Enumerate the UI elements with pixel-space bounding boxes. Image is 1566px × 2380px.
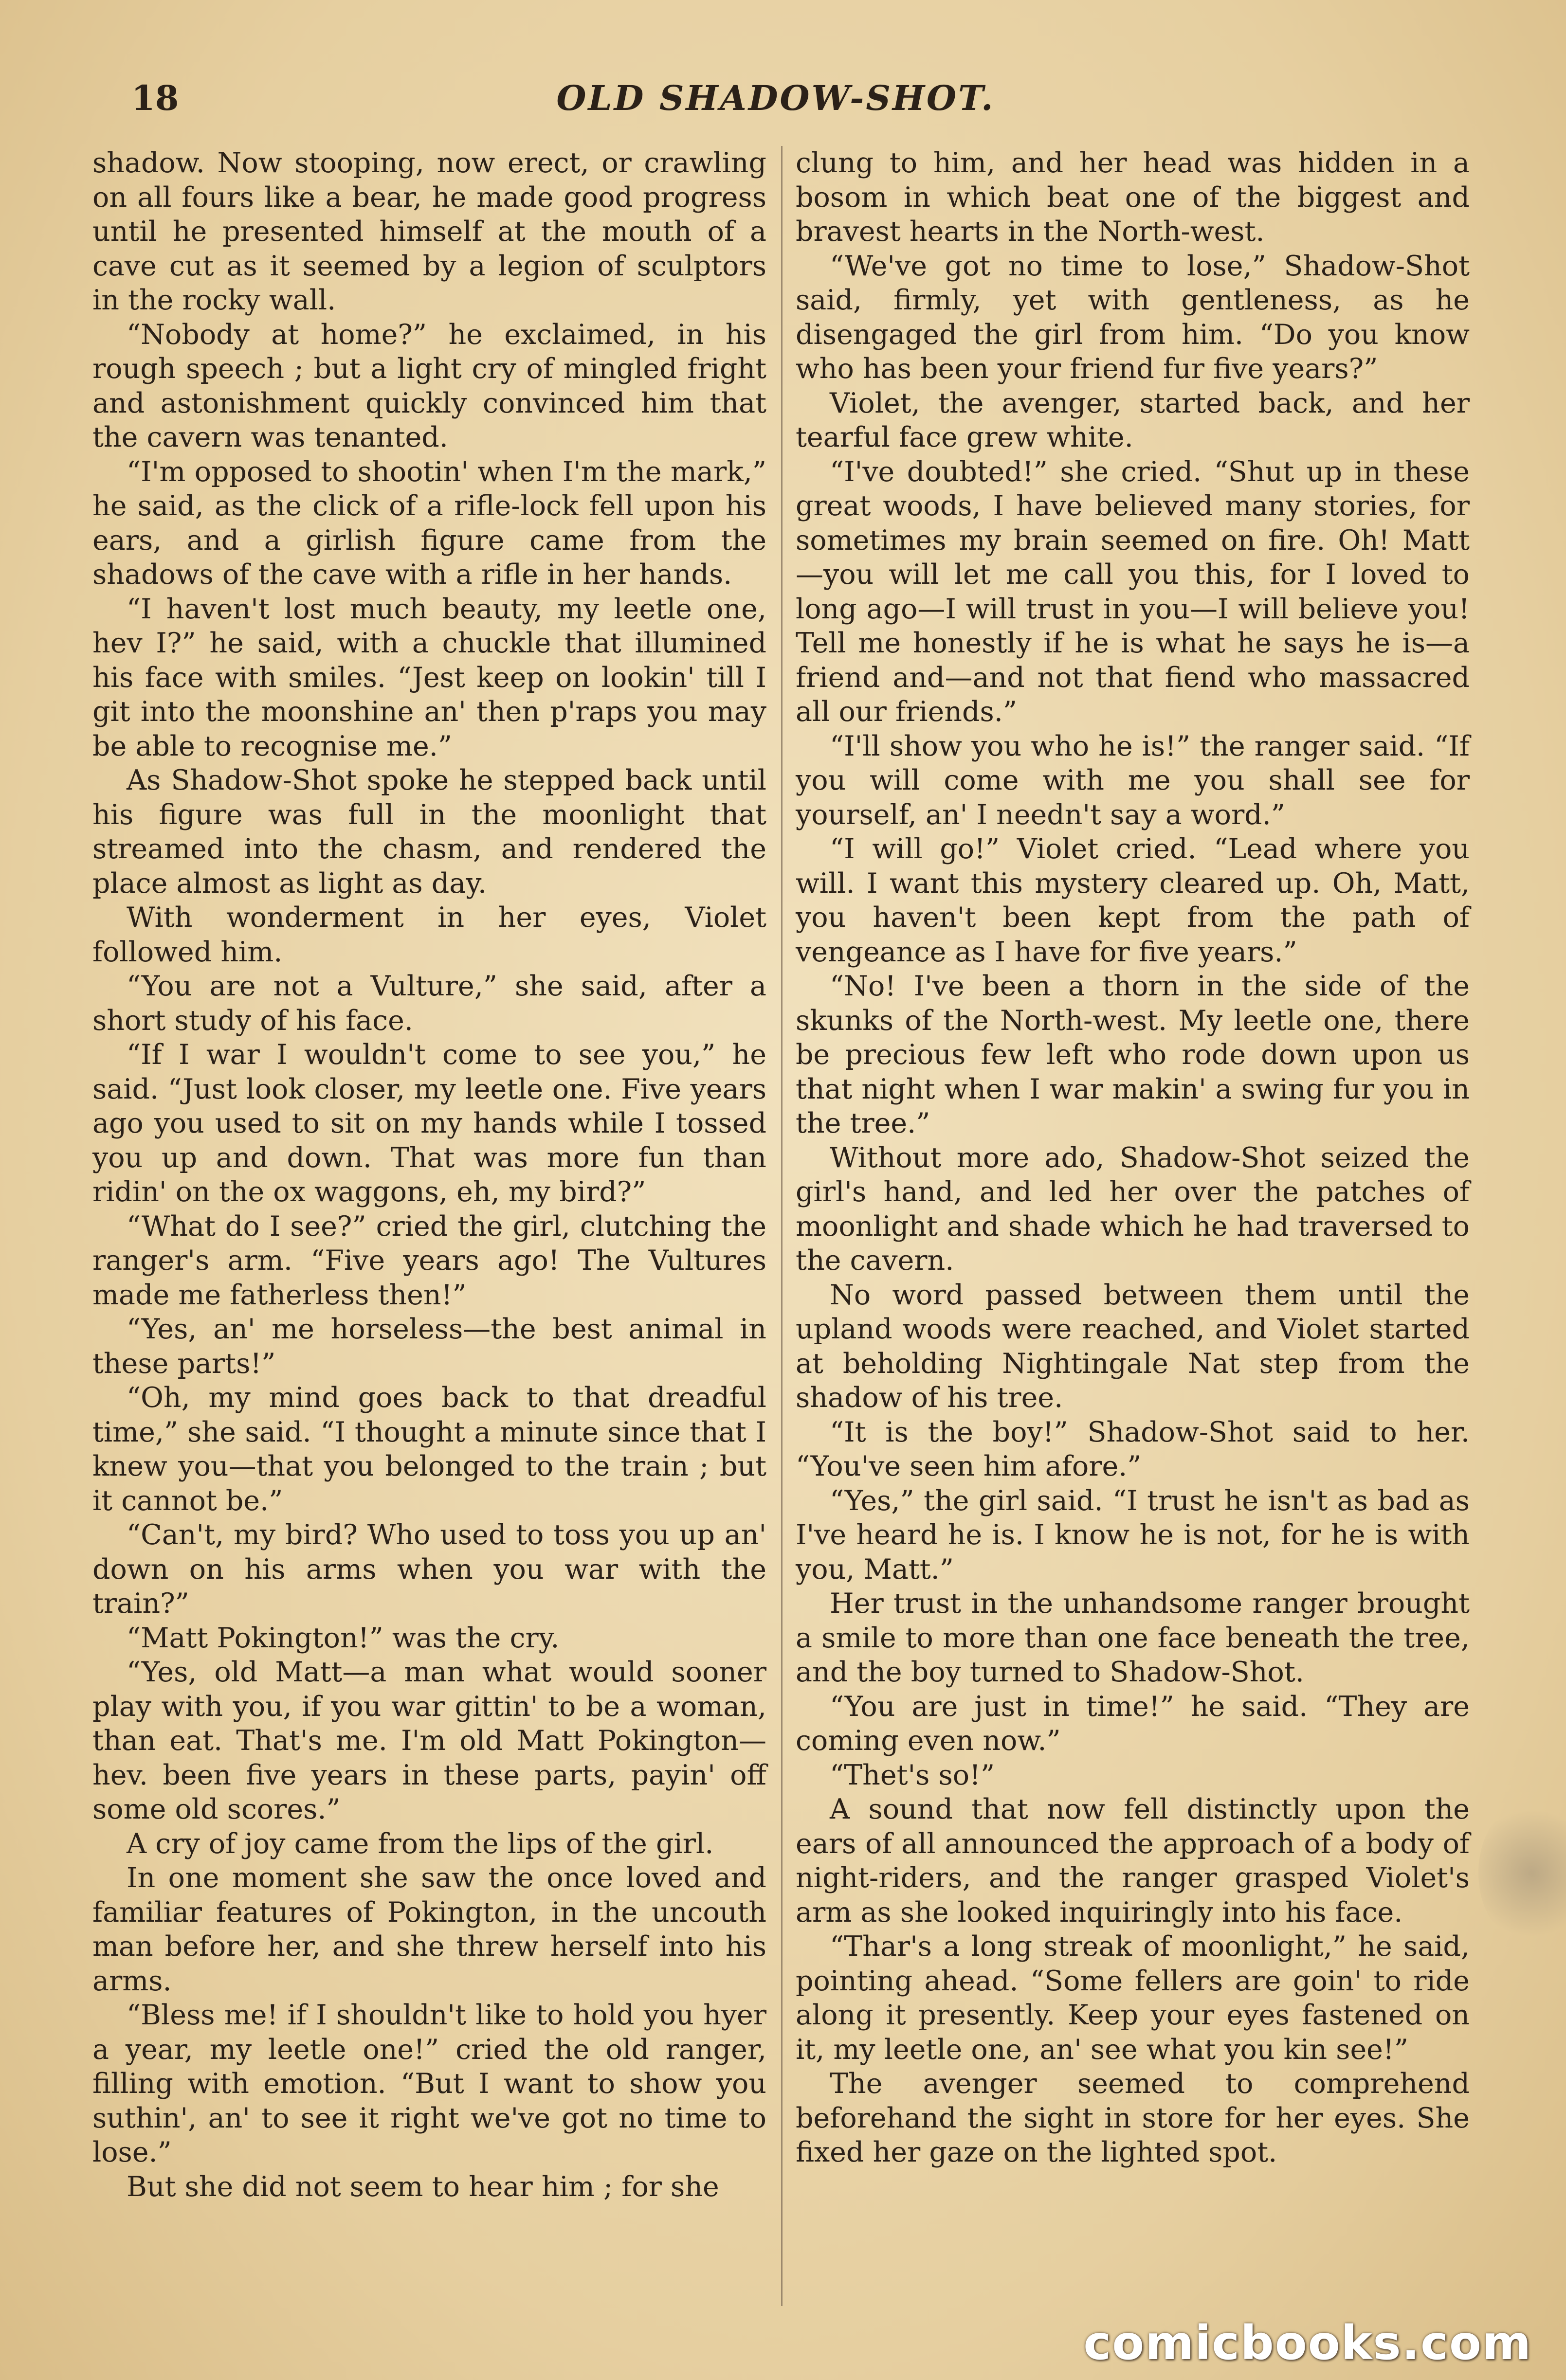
paragraph: “Nobody at home?” he exclaimed, in his rough speech ; but a light cry of mingled fright and astonishment quickly convinced him that the cavern was tenanted. [92, 318, 766, 453]
paragraph: “Thar's a long streak of moonlight,” he said, pointing ahead. “Some fellers are goin' to ride along it presently. Keep your eyes fastened on it, my leetle one, an' see what you kin see!” [796, 1930, 1470, 2066]
page-header [92, 78, 1459, 131]
paragraph: In one moment she saw the once loved and familiar features of Pokington, in the uncouth man before her, and she threw herself into his arms. [92, 1862, 766, 1997]
paragraph: “Matt Pokington!” was the cry. [127, 1622, 560, 1654]
paragraph: “We've got no time to lose,” Shadow-Shot said, firmly, yet with gentleness, as he disengaged the girl from him. “Do you know who has been your friend fur five years?” [796, 250, 1470, 385]
paragraph: “I'll show you who he is!” the ranger said. “If you will come with me you shall see for yourself, an' I needn't say a word.” [796, 730, 1470, 831]
paragraph: The avenger seemed to comprehend beforehand the sight in store for her eyes. She fixed her gaze on the lighted spot. [796, 2068, 1470, 2168]
paragraph: “Can't, my bird? Who used to toss you up an' down on his arms when you war with the train?” [92, 1519, 766, 1620]
right-column [796, 146, 1470, 2170]
paragraph: clung to him, and her head was hidden in a bosom in which beat one of the biggest and bravest hearts in the North-west. [796, 147, 1470, 248]
paragraph: A cry of joy came from the lips of the girl. [127, 1827, 714, 1860]
paragraph: “I haven't lost much beauty, my leetle one, hev I?” he said, with a chuckle that illumined his face with smiles. “Jest keep on lookin' till I git into the moonshine an' then p'raps you may be able to recognise me.” [92, 593, 766, 762]
paragraph: No word passed between them until the upland woods were reached, and Violet started at beholding Nightingale Nat step from the shadow of his tree. [796, 1279, 1470, 1414]
paragraph: “It is the boy!” Shadow-Shot said to her. “You've seen him afore.” [796, 1416, 1470, 1482]
left-column [92, 146, 766, 2204]
paragraph: “What do I see?” cried the girl, clutching the ranger's arm. “Five years ago! The Vultures made me fatherless then!” [92, 1210, 766, 1311]
paragraph: As Shadow-Shot spoke he stepped back until his figure was full in the moonlight that streamed into the chasm, and rendered the place almost as light as day. [92, 764, 766, 900]
page-number: 18 [131, 78, 179, 118]
paragraph: “I will go!” Violet cried. “Lead where you will. I want this mystery cleared up. Oh, Matt, you haven't been kept from the path of vengeance as I have for five years.” [796, 833, 1470, 968]
paragraph: “I'm opposed to shootin' when I'm the mark,” he said, as the click of a rifle-lock fell upon his ears, and a girlish figure came from the shadows of the cave with a rifle in her hands. [92, 455, 766, 591]
paragraph: “Thet's so!” [830, 1759, 995, 1791]
paragraph: But she did not seem to hear him ; for she [127, 2170, 719, 2203]
paragraph: “Yes, old Matt—a man what would sooner play with you, if you war gittin' to be a woman, than eat. That's me. I'm old Matt Pokington—hev. been five years in these parts, payin' off some old scores.” [92, 1656, 766, 1825]
paragraph: “You are not a Vulture,” she said, after a short study of his face. [92, 970, 766, 1037]
paragraph: Her trust in the unhandsome ranger brought a smile to more than one face beneath the tree, and the boy turned to Shadow-Shot. [796, 1587, 1470, 1688]
running-title: OLD SHADOW-SHOT. [556, 78, 995, 118]
paragraph: “Oh, my mind goes back to that dreadful time,” she said. “I thought a minute since that I knew you—that you belonged to the train ; but it cannot be.” [92, 1382, 766, 1517]
paragraph: “I've doubted!” she cried. “Shut up in these great woods, I have believed many stories, for sometimes my brain seemed on fire. Oh! Matt—you will let me call you this, for I loved to long ago—I will trust in you—I will believe you! Tell me honestly if he is what he says he is—a friend and—and not that fiend who massacred all our friends.” [796, 455, 1470, 728]
watermark-logo: comicbooks.com [1083, 2316, 1532, 2370]
paragraph: “Yes, an' me horseless—the best animal in these parts!” [92, 1313, 766, 1380]
paragraph: “Yes,” the girl said. “I trust he isn't as bad as I've heard he is. I know he is not, for he is with you, Matt.” [796, 1484, 1470, 1586]
paragraph: “You are just in time!” he said. “They are coming even now.” [796, 1690, 1470, 1757]
paragraph: Without more ado, Shadow-Shot seized the girl's hand, and led her over the patches of moonlight and shade which he had traversed to the cavern. [796, 1141, 1470, 1277]
page-stain [1478, 1800, 1566, 1946]
paragraph: With wonderment in her eyes, Violet followed him. [92, 902, 766, 968]
column-divider [781, 146, 783, 2306]
paragraph: A sound that now fell distinctly upon the ears of all announced the approach of a body of night-riders, and the ranger grasped Violet's arm as she looked inquiringly into his face. [796, 1793, 1470, 1929]
paragraph: “If I war I wouldn't come to see you,” he said. “Just look closer, my leetle one. Five years ago you used to sit on my hands while I tossed you up and down. That was more fun than ridin' on the ox waggons, eh, my bird?” [92, 1039, 766, 1208]
paragraph: Violet, the avenger, started back, and her tearful face grew white. [796, 387, 1470, 453]
paragraph: “No! I've been a thorn in the side of the skunks of the North-west. My leetle one, there be precious few left who rode down upon us that night when I war makin' a swing fur you in the tree.” [796, 970, 1470, 1139]
paragraph: “Bless me! if I shouldn't like to hold you hyer a year, my leetle one!” cried the old ranger, filling with emotion. “But I want to show you suthin', an' to see it right we've got no time to lose.” [92, 1999, 766, 2168]
paragraph: shadow. Now stooping, now erect, or crawling on all fours like a bear, he made good progress until he presented himself at the mouth of a cave cut as it seemed by a legion of sculptors in the rocky wall. [92, 147, 766, 316]
